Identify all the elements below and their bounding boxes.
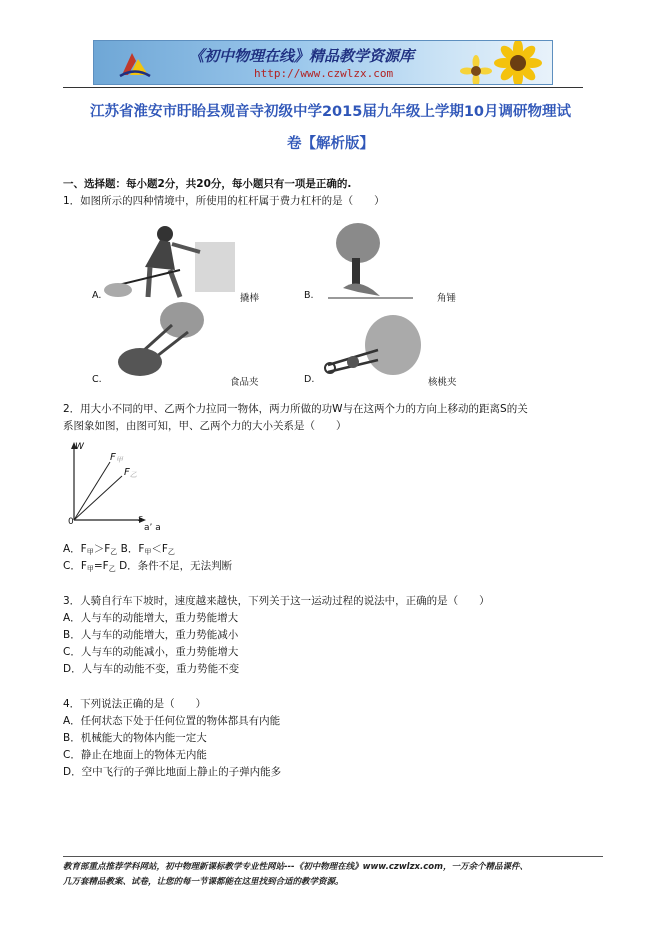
q1-option-b-label: 角锤 (437, 293, 457, 304)
q2-option-d: D．条件不足，无法判断 (119, 560, 233, 572)
question-2-stem-line2: 系图象如图，由图可知，甲、乙两个力的大小关系是（ ） (63, 420, 347, 432)
q2-option-b: B．$F_甲<F_乙$ (120, 543, 175, 556)
graph-line2-label: $F_乙$ (124, 467, 137, 479)
footer-line1: 教育部重点推荐学科网站，初中物理新课标教学专业性网站---《初中物理在线》www.czwlzx.com，一万余个精品课件、 (63, 862, 528, 872)
question-4-stem: 4．下列说法正确的是（ ） (63, 698, 207, 710)
document-title-line1: 江苏省淮安市盱眙县观音寺初级中学2015届九年级上学期10月调研物理试 (89, 104, 572, 120)
food-tongs-photo-icon (110, 300, 220, 380)
banner-title: 《初中物理在线》精品教学资源库 (189, 47, 415, 65)
graph-x-label: s (138, 514, 143, 524)
footer-line2: 几万套精品教案、试卷，让您的每一节课都能在这里找到合适的教学资源。 (63, 877, 344, 887)
q3-option-b: B．人与车的动能增大，重力势能减小 (63, 629, 239, 641)
q4-option-a: A．任何状态下处于任何位置的物体都具有内能 (63, 715, 281, 727)
line-f-yi (74, 476, 122, 520)
q3-option-c: C．人与车的动能减小，重力势能增大 (63, 646, 239, 658)
graph-origin-label: 0 (68, 517, 74, 527)
q2-options-row1 (63, 542, 175, 559)
q1-option-a-letter: A. (92, 290, 102, 301)
q1-option-c-label: 食品夹 (230, 377, 259, 388)
line-f-jia (74, 462, 110, 520)
q4-option-c: C．静止在地面上的物体无内能 (63, 749, 207, 761)
claw-hammer-photo-icon (318, 218, 418, 303)
q1-option-a-label: 撬棒 (240, 293, 260, 304)
graph-caption: a’ a (144, 523, 161, 533)
document-title (60, 96, 601, 160)
q1-option-b-letter: B. (304, 290, 314, 301)
q2-option-c: C．$F_甲=F_乙$ (63, 560, 116, 573)
site-logo-icon (118, 49, 152, 79)
q2-option-a: A．$F_甲>F_乙$ (63, 543, 118, 556)
q3-option-d: D．人与车的动能不变，重力势能不变 (63, 663, 240, 675)
page-footer (63, 860, 603, 890)
q1-option-d-label: 核桃夹 (428, 377, 457, 388)
q2-options-row2 (63, 559, 232, 576)
question-1-stem: 1．如图所示的四种情境中，所使用的杠杆属于费力杠杆的是（ ） (63, 195, 385, 207)
crowbar-photo-icon (90, 222, 240, 302)
graph-y-label: W (75, 442, 84, 452)
q3-option-a: A．人与车的动能增大，重力势能增大 (63, 612, 239, 624)
header-banner (93, 40, 553, 85)
graph-line1-label: $F_甲$ (110, 452, 123, 464)
sunflower-icon (448, 41, 548, 85)
banner-url[interactable]: http://www.czwlzx.com (254, 67, 394, 80)
section-heading: 一、选择题：每小题2分，共20分，每小题只有一项是正确的. (63, 178, 352, 190)
footer-rule (63, 856, 603, 857)
q1-option-c-letter: C. (92, 374, 102, 385)
question-3-stem: 3．人骑自行车下坡时，速度越来越快，下列关于这一运动过程的说法中，正确的是（ ） (63, 595, 490, 607)
nutcracker-photo-icon (318, 310, 428, 385)
question-2-stem-line1: 2．用大小不同的甲、乙两个力拉同一物体，两力所做的功W与在这两个力的方向上移动的距离S的关 (63, 403, 528, 415)
document-title-line2: 卷【解析版】 (287, 136, 374, 152)
q1-option-d-letter: D. (304, 374, 315, 385)
header-rule (63, 87, 583, 88)
q4-option-b: B．机械能大的物体内能一定大 (63, 732, 207, 744)
q4-option-d: D．空中飞行的子弹比地面上静止的子弹内能多 (63, 766, 282, 778)
